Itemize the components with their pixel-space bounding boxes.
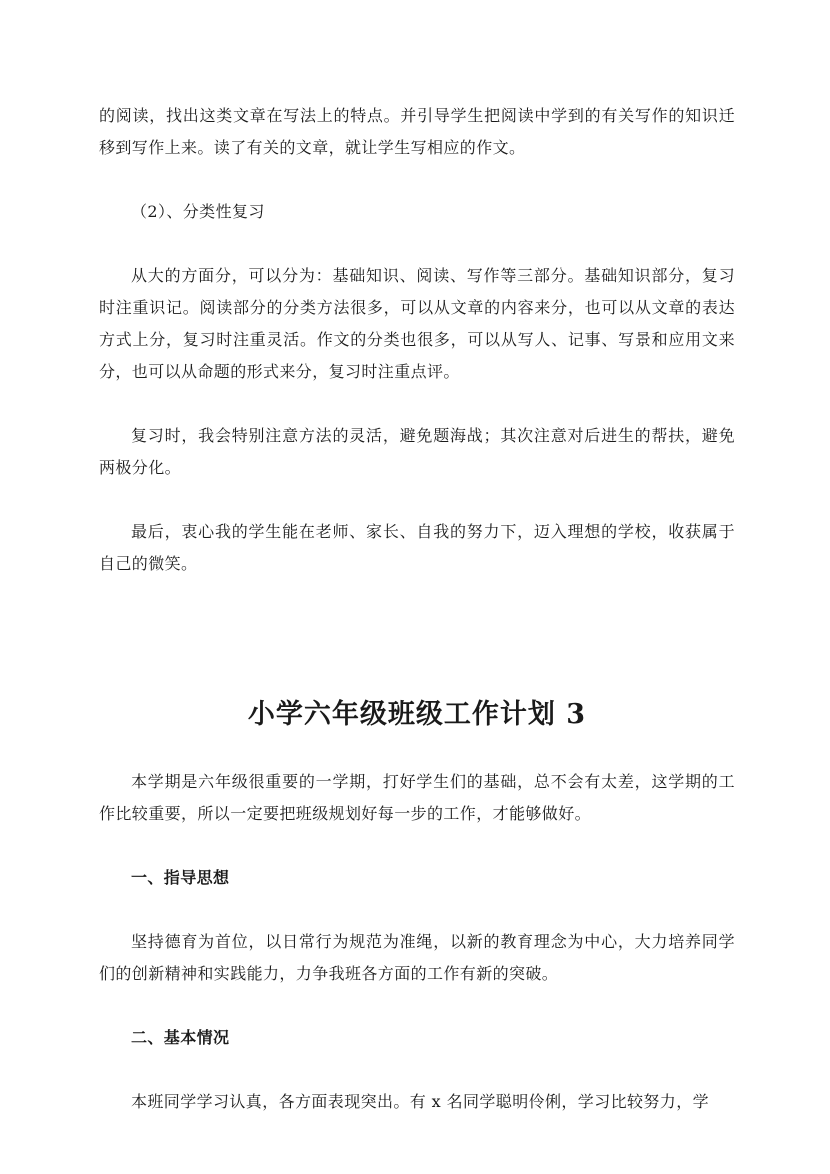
subheading-classified-review: （2）、分类性复习 xyxy=(131,202,265,221)
heading-basic-situation: 二、基本情况 xyxy=(131,1028,230,1047)
paragraph-section-intro: 本学期是六年级很重要的一学期，打好学生们的基础，总不会有太差，这学期的工作比较重要，所以一定要把班级规划好每一步的工作，才能够做好。 xyxy=(99,772,735,823)
paragraph-review-methods: 复习时，我会特别注意方法的灵活，避免题海战；其次注意对后进生的帮扶，避免两极分化。 xyxy=(99,426,735,477)
paragraph-guiding-ideology: 坚持德育为首位，以日常行为规范为准绳，以新的教育理念为中心，大力培养同学们的创新精神和实践能力，力争我班各方面的工作有新的突破。 xyxy=(99,932,735,983)
document-body xyxy=(99,100,735,1118)
heading-guiding-ideology: 一、指导思想 xyxy=(131,868,230,887)
paragraph-closing-wish: 最后，衷心我的学生能在老师、家长、自我的努力下，迈入理想的学校，收获属于自己的微笑。 xyxy=(99,522,735,573)
paragraph-reading-transfer: 的阅读，找出这类文章在写法上的特点。并引导学生把阅读中学到的有关写作的知识迁移到写作上来。读了有关的文章，就让学生写相应的作文。 xyxy=(99,106,735,157)
paragraph-classification: 从大的方面分，可以分为：基础知识、阅读、写作等三部分。基础知识部分，复习时注重识记。阅读部分的分类方法很多，可以从文章的内容来分，也可以从文章的表达方式上分，复习时注重灵活。作文的分类也很多，可以从写人、记事、写景和应用文来分，也可以从命题的形式来分，复习时注重点评。 xyxy=(99,266,735,381)
paragraph-basic-situation: 本班同学学习认真，各方面表现突出。有 x 名同学聪明伶俐，学习比较努力，学 xyxy=(131,1092,709,1111)
section-title: 小学六年级班级工作计划 3 xyxy=(247,699,587,730)
